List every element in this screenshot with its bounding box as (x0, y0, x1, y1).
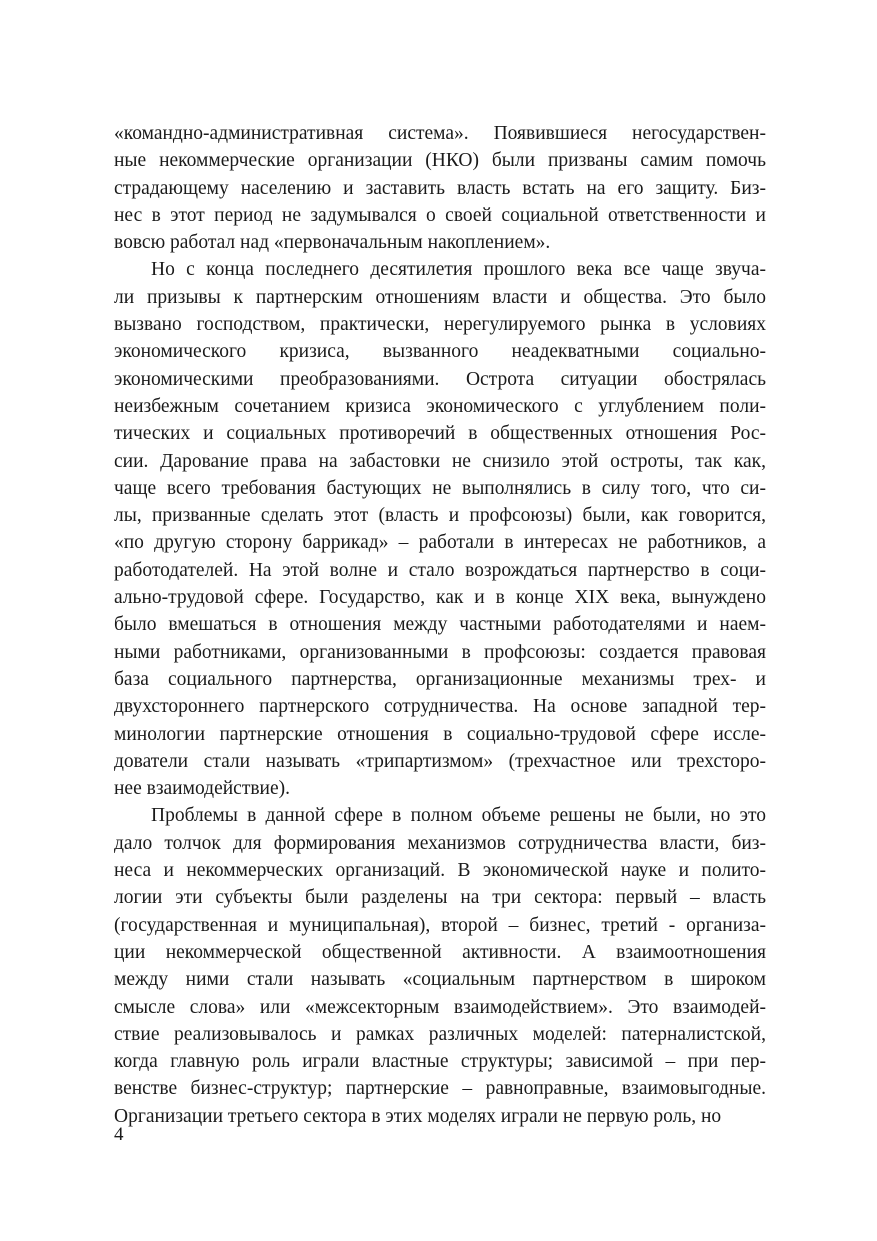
text-line: двухстороннего партнерского сотрудничества. На основе западной тер- (114, 696, 766, 718)
text-line: Организации третьего сектора в этих моделях играли не первую роль, но (114, 1105, 722, 1127)
text-line: было вмешаться в отношения между частными работодателями и наем- (114, 614, 766, 636)
text-line: база социального партнерства, организационные механизмы трех- и (114, 668, 766, 690)
text-line: смысле слова» или «межсекторным взаимодействием». Это взаимодей- (114, 996, 766, 1018)
text-line: тических и социальных противоречий в общественных отношения Рос- (114, 423, 766, 445)
text-line: венстве бизнес-структур; партнерские – равноправные, взаимовыгодные. (114, 1078, 766, 1100)
text-line: «по другую сторону баррикад» – работали в интересах не работников, а (114, 532, 766, 554)
text-line: сии. Дарование права на забастовки не снизило этой остроты, так как, (114, 450, 766, 472)
text-line: неизбежным сочетанием кризиса экономического с углублением поли- (114, 395, 766, 417)
text-line: когда главную роль играли властные структуры; зависимой – при пер- (114, 1051, 766, 1073)
text-line: ции некоммерческой общественной активности. А взаимоотношения (114, 941, 766, 963)
text-line: ные некоммерческие организации (НКО) были призваны самим помочь (114, 150, 766, 172)
text-line: дователи стали называть «трипартизмом» (трехчастное или трехсторо- (114, 750, 766, 772)
text-line: между ними стали называть «социальным партнерством в широком (114, 969, 766, 991)
text-line: нее взаимодействие). (114, 778, 291, 800)
text-line: дало толчок для формирования механизмов сотрудничества власти, биз- (114, 832, 766, 854)
paragraph (114, 802, 766, 1130)
text-line: (государственная и муниципальная), второй – бизнес, третий - организа- (114, 914, 766, 936)
text-line: вызвано господством, практически, нерегулируемого рынка в условиях (114, 314, 766, 336)
text-line: минологии партнерские отношения в социально-трудовой сфере иссле- (114, 723, 766, 745)
text-line: экономического кризиса, вызванного неадекватными социально- (114, 341, 766, 363)
text-line: логии эти субъекты были разделены на три сектора: первый – власть (114, 887, 766, 909)
text-line: неса и некоммерческих организаций. В экономической науке и полито- (114, 860, 766, 882)
text-line: ными работниками, организованными в профсоюзы: создается правовая (114, 641, 766, 663)
text-line: нес в этот период не задумывался о своей социальной ответственности и (114, 204, 766, 226)
text-line: «командно-административная система». Появившиеся негосударствен- (114, 123, 766, 144)
text-line: вовсю работал над «первоначальным накоплением». (114, 232, 551, 254)
paragraph (114, 120, 766, 256)
text-line: Проблемы в данной сфере в полном объеме решены не были, но это (151, 805, 766, 827)
text-line: Но с конца последнего десятилетия прошлого века все чаще звуча- (151, 259, 766, 281)
body-text (114, 120, 766, 1130)
text-line: ствие реализовывалось и рамках различных моделей: патерналистской, (114, 1023, 766, 1045)
paragraph (114, 256, 766, 802)
text-line: страдающему населению и заставить власть встать на его защиту. Биз- (114, 177, 766, 199)
text-line: ально-трудовой сфере. Государство, как и в конце XIX века, вынуждено (114, 587, 766, 609)
page-number: 4 (114, 1124, 124, 1145)
text-line: чаще всего требования бастующих не выполнялись в силу того, что си- (114, 477, 766, 499)
text-line: экономическими преобразованиями. Острота ситуации обострялась (114, 368, 766, 390)
text-line: ли призывы к партнерским отношениям власти и общества. Это было (114, 286, 766, 308)
text-line: лы, призванные сделать этот (власть и профсоюзы) были, как говорится, (114, 505, 766, 527)
text-line: работодателей. На этой волне и стало возрождаться партнерство в соци- (114, 559, 766, 581)
